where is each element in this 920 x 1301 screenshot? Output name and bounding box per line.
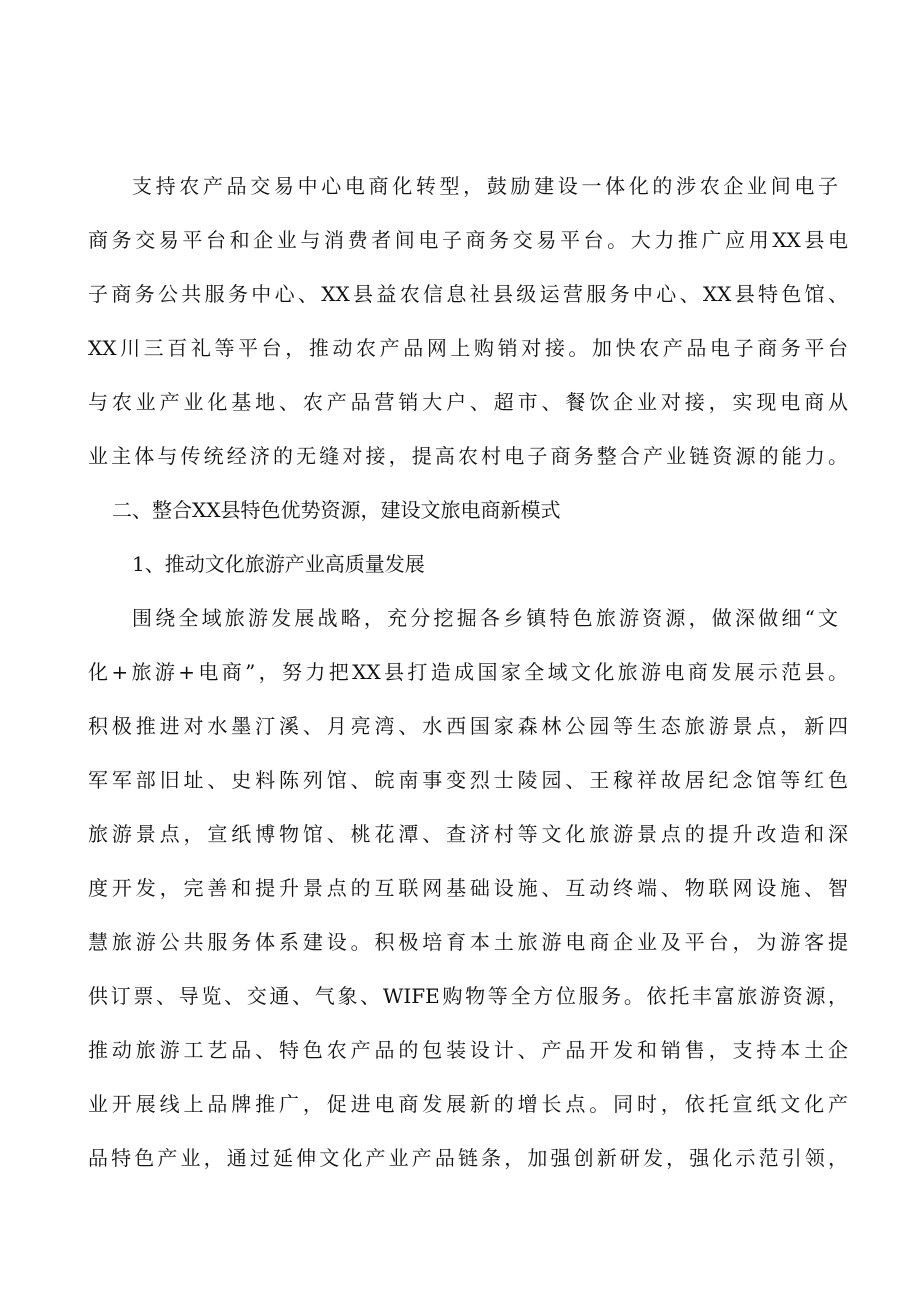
paragraph-line: 业主体与传统经济的无缝对接，提高农村电子商务整合产业链资源的能力。 xyxy=(88,444,848,468)
paragraph-line: 军军部旧址、史料陈列馆、皖南事变烈士陵园、王稼祥故居纪念馆等红色 xyxy=(88,768,848,792)
subsection-heading: 1、推动文化旅游产业高质量发展 xyxy=(132,552,425,576)
paragraph-line: 业开展线上品牌推广，促进电商发展新的增长点。同时，依托宣纸文化产 xyxy=(88,1092,848,1116)
paragraph-line: 品特色产业，通过延伸文化产业产品链条，加强创新研发，强化示范引领， xyxy=(88,1146,848,1170)
paragraph-line: 旅游景点，宣纸博物馆、桃花潭、查济村等文化旅游景点的提升改造和深 xyxy=(88,822,848,846)
paragraph-line: 慧旅游公共服务体系建设。积极培育本土旅游电商企业及平台，为游客提 xyxy=(88,930,848,954)
paragraph-line: 化+旅游+电商”，努力把XX县打造成国家全域文化旅游电商发展示范县。 xyxy=(88,660,848,684)
paragraph-line: 推动旅游工艺品、特色农产品的包装设计、产品开发和销售，支持本土企 xyxy=(88,1038,848,1062)
section-heading: 二、整合XX县特色优势资源，建设文旅电商新模式 xyxy=(112,498,561,522)
paragraph-line: 与农业产业化基地、农产品营销大户、超市、餐饮企业对接，实现电商从 xyxy=(88,390,848,414)
paragraph-line: 商务交易平台和企业与消费者间电子商务交易平台。大力推广应用XX县电 xyxy=(88,228,848,252)
paragraph-line: 围绕全域旅游发展战略，充分挖掘各乡镇特色旅游资源，做深做细“文 xyxy=(132,606,838,630)
paragraph-line: 支持农产品交易中心电商化转型，鼓励建设一体化的涉农企业间电子 xyxy=(132,174,838,198)
paragraph-line: 子商务公共服务中心、XX县益农信息社县级运营服务中心、XX县特色馆、 xyxy=(88,282,848,306)
paragraph-line: 积极推进对水墨汀溪、月亮湾、水西国家森林公园等生态旅游景点，新四 xyxy=(88,714,848,738)
paragraph-line: 供订票、导览、交通、气象、WIFE购物等全方位服务。依托丰富旅游资源， xyxy=(88,984,848,1008)
paragraph-line: 度开发，完善和提升景点的互联网基础设施、互动终端、物联网设施、智 xyxy=(88,876,848,900)
paragraph-line: XX川三百礼等平台，推动农产品网上购销对接。加快农产品电子商务平台 xyxy=(88,336,848,360)
